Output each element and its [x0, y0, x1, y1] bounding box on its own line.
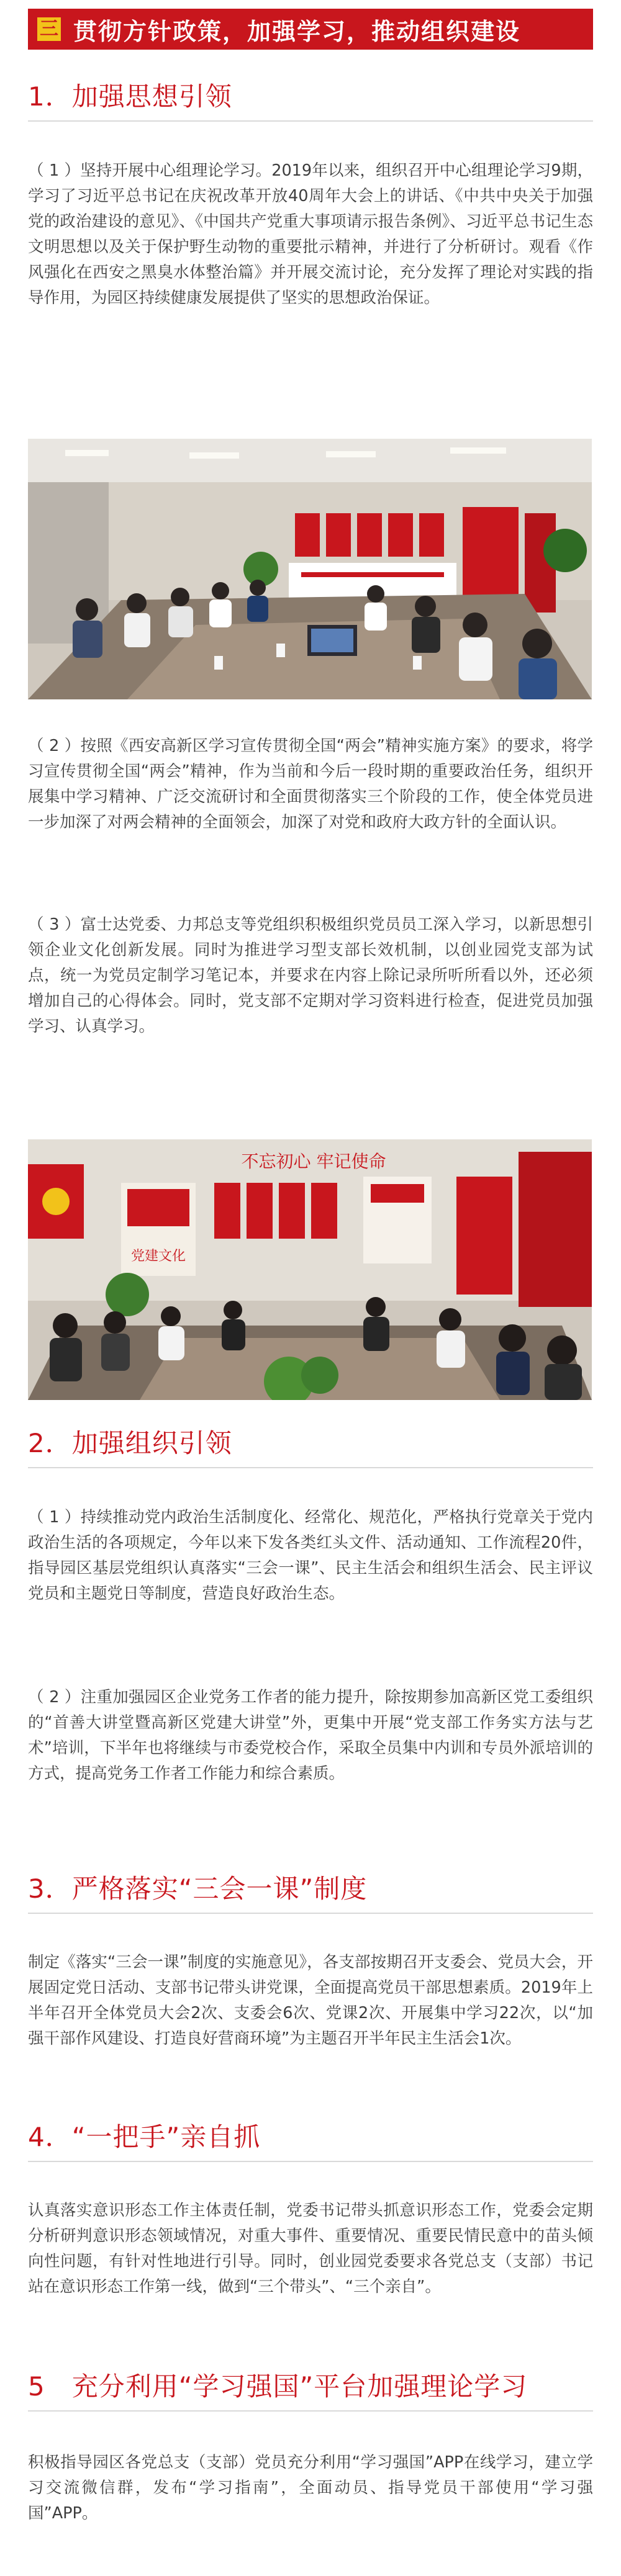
- paragraph-2-1: （ 1 ）持续推动党内政治生活制度化、经常化、规范化，严格执行党章关于党内政治生活的各项规定，今年以来下发各类红头文件、活动通知、工作流程20件，指导园区基层党组织认真落实“三会一课”、民主生活会和组织生活会、民主评议党员和主题党日等制度，营造良好政治生态。: [28, 1508, 593, 1603]
- paragraph-2-2: （ 2 ）注重加强园区企业党务工作者的能力提升，除按期参加高新区党工委组织的“首善大讲堂暨高新区党建大讲堂”外，更集中开展“党支部工作务实方法与艺术”培训，下半年也将继续与市委党校合作，采取全员集中内训和专员外派培训的方式，提高党务工作者工作能力和综合素质。: [28, 1688, 593, 1783]
- section-heading-2: 2．加强组织引领: [28, 1429, 593, 1468]
- section-heading-5: 5 充分利用“学习强国”平台加强理论学习: [28, 2372, 593, 2412]
- paragraph-5-1: 积极指导园区各党总支（支部）党员充分利用“学习强国”APP在线学习，建立学习交流微信群，发布“学习指南”，全面动员、指导党员干部使用“学习强国”APP。: [28, 2453, 593, 2523]
- board-text: 党建文化: [130, 1249, 186, 1264]
- section-heading-3: 3．严格落实“三会一课”制度: [28, 1874, 593, 1914]
- banner-title: 贯彻方针政策，加强学习，推动组织建设: [73, 17, 521, 45]
- section-heading-4: 4．“一把手”亲自抓: [28, 2122, 593, 2162]
- meeting-photo-1: [28, 439, 592, 699]
- paragraph-3-1: 制定《落实“三会一课”制度的实施意见》，各支部按期召开支委会、党员大会，开展固定党日活动、支部书记带头讲党课，全面提高党员干部思想素质。2019年上半年召开全体党员大会2次、支委会6次、党课2次、开展集中学习22次，以“加强干部作风建设、打造良好营商环境”为主题召开半年民主生活会1次。: [28, 1953, 593, 2048]
- paragraph-1-3: （ 3 ）富士达党委、力邦总支等党组织积极组织党员员工深入学习，以新思想引领企业文化创新发展。同时为推进学习型支部长效机制，以创业园党支部为试点，统一为党员定制学习笔记本，并要求在内容上除记录所听所看以外，还必须增加自己的心得体会。同时，党支部不定期对学习资料进行检查，促进党员加强学习、认真学习。: [28, 915, 593, 1036]
- banner-number-badge: 三: [37, 17, 61, 41]
- paragraph-1-2: （ 2 ）按照《西安高新区学习宣传贯彻全国“两会”精神实施方案》的要求，将学习宣传贯彻全国“两会”精神，作为当前和今后一段时期的重要政治任务，组织开展集中学习精神、广泛交流研讨和全面贯彻落实三个阶段的工作，使全体党员进一步加深了对两会精神的全面领会，加深了对党和政府大政方针的全面认识。: [28, 737, 593, 832]
- section-heading-1: 1．加强思想引领: [28, 82, 593, 122]
- meeting-photo-2: [28, 1139, 592, 1400]
- paragraph-4-1: 认真落实意识形态工作主体责任制，党委书记带头抓意识形态工作，党委会定期分析研判意识形态领域情况，对重大事件、重要情况、重要民情民意中的苗头倾向性问题，有针对性地进行引导。同时，创业园党委要求各党总支（支部）书记站在意识形态工作第一线，做到“三个带头”、“三个亲自”。: [28, 2201, 593, 2296]
- section-banner: [28, 9, 593, 50]
- wall-banner-text: 不忘初心 牢记使命: [241, 1151, 386, 1172]
- paragraph-1-1: （ 1 ）坚持开展中心组理论学习。2019年以来，组织召开中心组理论学习9期，学习了习近平总书记在庆祝改革开放40周年大会上的讲话、《中共中央关于加强党的政治建设的意见》、《中国共产党重大事项请示报告条例》、习近平总书记生态文明思想以及关于保护野生动物的重要批示精神，并进行了分析研讨。观看《作风强化在西安之黑臭水体整治篇》并开展交流讨论，充分发挥了理论对实践的指导作用，为园区持续健康发展提供了坚实的思想政治保证。: [28, 161, 593, 307]
